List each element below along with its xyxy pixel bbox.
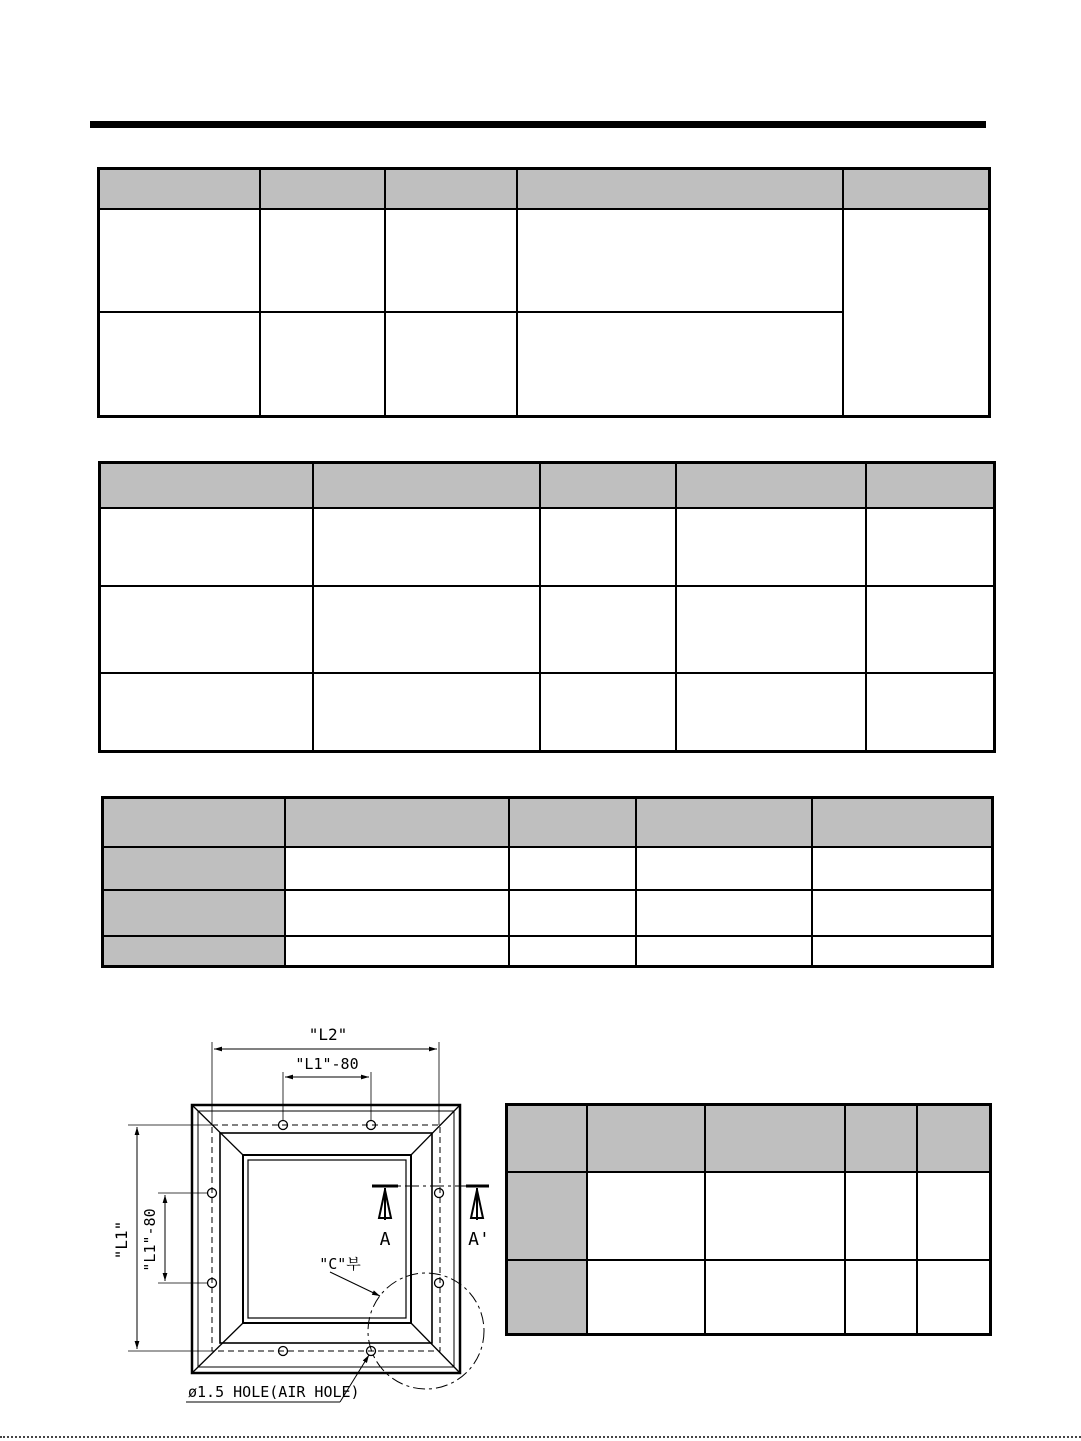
table-cell [285, 936, 509, 967]
spec-table-3 [101, 796, 994, 968]
table-header-cell [509, 798, 636, 847]
table-cell [636, 847, 812, 890]
table-cell [285, 847, 509, 890]
table-cell [676, 508, 866, 586]
table-cell [540, 586, 676, 673]
frame-bevel [220, 1133, 432, 1343]
dim-l2-label: "L2" [308, 1025, 348, 1044]
table-cell [517, 312, 843, 417]
table-cell-merged [843, 209, 990, 417]
table-header-cell [845, 1105, 917, 1172]
table-header-cell [540, 463, 676, 508]
table-cell [100, 508, 313, 586]
table-cell [540, 673, 676, 752]
table-row-header [103, 847, 285, 890]
spec-table-4 [505, 1103, 992, 1336]
table-cell [866, 673, 995, 752]
air-hole-label: ø1.5 HOLE(AIR HOLE) [188, 1383, 360, 1401]
table-cell [385, 209, 517, 312]
table-cell [812, 936, 993, 967]
table-cell [100, 673, 313, 752]
table-cell [385, 312, 517, 417]
spec-table-1 [97, 167, 991, 418]
table-cell [587, 1172, 705, 1260]
air-hole [435, 1189, 444, 1198]
table-header-cell [812, 798, 993, 847]
table-row-header [507, 1260, 587, 1335]
table-cell [705, 1172, 845, 1260]
table-cell [509, 936, 636, 967]
table-header-cell [103, 798, 285, 847]
table-cell [100, 586, 313, 673]
dim-l1-label: "L1" [112, 1220, 131, 1260]
table-cell [866, 508, 995, 586]
table-cell [517, 209, 843, 312]
table-header-cell [260, 169, 385, 209]
detail-c-label: "C"부 [319, 1255, 361, 1273]
header-rule [90, 121, 986, 128]
table-header-cell [587, 1105, 705, 1172]
table-cell [99, 312, 260, 417]
table-cell [845, 1260, 917, 1335]
table-cell [812, 847, 993, 890]
table-cell [917, 1260, 991, 1335]
table-cell [540, 508, 676, 586]
air-hole [435, 1279, 444, 1288]
table-cell [509, 890, 636, 936]
page-bottom-border [0, 1436, 1081, 1438]
table-header-cell [917, 1105, 991, 1172]
table-cell [676, 673, 866, 752]
table-header-cell [866, 463, 995, 508]
table-cell [313, 586, 540, 673]
table-row-header [507, 1172, 587, 1260]
table-header-cell [843, 169, 990, 209]
table-header-cell [507, 1105, 587, 1172]
dim-l1-80-top-label: "L1"-80 [295, 1055, 359, 1073]
table-cell [509, 847, 636, 890]
table-cell [313, 508, 540, 586]
table-row-header [103, 890, 285, 936]
table-cell [285, 890, 509, 936]
table-header-cell [385, 169, 517, 209]
table-cell [917, 1172, 991, 1260]
table-header-cell [636, 798, 812, 847]
table-header-cell [99, 169, 260, 209]
table-header-cell [285, 798, 509, 847]
section-a-label: A [379, 1229, 391, 1250]
table-cell [636, 890, 812, 936]
table-header-cell [676, 463, 866, 508]
table-cell [845, 1172, 917, 1260]
table-cell [705, 1260, 845, 1335]
table-cell [676, 586, 866, 673]
section-a-prime-label: A' [468, 1229, 490, 1250]
table-cell [260, 312, 385, 417]
table-cell [812, 890, 993, 936]
table-cell [260, 209, 385, 312]
table-row-header [103, 936, 285, 967]
detail-circle-c [368, 1273, 484, 1389]
table-header-cell [705, 1105, 845, 1172]
table-header-cell [100, 463, 313, 508]
table-cell [313, 673, 540, 752]
table-header-cell [313, 463, 540, 508]
frame-drawing [0, 1010, 505, 1410]
table-header-cell [517, 169, 843, 209]
table-cell [99, 209, 260, 312]
table-cell [866, 586, 995, 673]
table-cell [587, 1260, 705, 1335]
spec-table-2 [98, 461, 996, 753]
table-cell [636, 936, 812, 967]
dim-l1-80-side-label: "L1"-80 [141, 1208, 159, 1272]
